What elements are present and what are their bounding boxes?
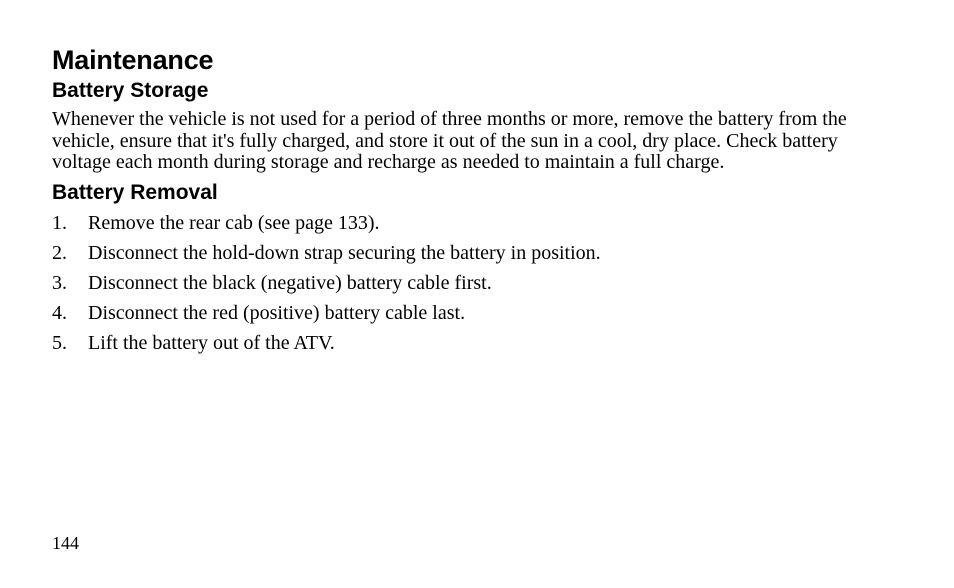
list-item — [52, 302, 892, 332]
step-text: Lift the battery out of the ATV. — [88, 331, 335, 354]
battery-removal-steps — [52, 212, 892, 362]
battery-removal-heading: Battery Removal — [52, 180, 218, 204]
list-item — [52, 212, 892, 242]
section-title: Maintenance — [52, 45, 214, 75]
step-number: 4. — [52, 301, 67, 324]
list-item — [52, 242, 892, 272]
document-page — [52, 44, 892, 362]
list-item — [52, 332, 892, 362]
step-text: Disconnect the black (negative) battery cable first. — [88, 271, 492, 294]
step-text: Disconnect the red (positive) battery cable last. — [88, 301, 466, 324]
step-number: 2. — [52, 241, 67, 264]
step-text: Remove the rear cab (see page 133). — [88, 211, 380, 234]
step-number: 3. — [52, 271, 67, 294]
battery-storage-paragraph: Whenever the vehicle is not used for a period of three months or more, remove the battery from the vehicle, ensure that it's fully charged, and store it out of the sun in a cool, dry place. Check battery voltage each month during storage and recharge as needed to maintain a full charge. — [52, 108, 847, 173]
step-text: Disconnect the hold-down strap securing the battery in position. — [88, 241, 601, 264]
battery-storage-heading: Battery Storage — [52, 79, 209, 102]
list-item — [52, 272, 892, 302]
step-number: 1. — [52, 211, 67, 234]
page-number: 144 — [52, 533, 79, 553]
step-number: 5. — [52, 331, 67, 354]
